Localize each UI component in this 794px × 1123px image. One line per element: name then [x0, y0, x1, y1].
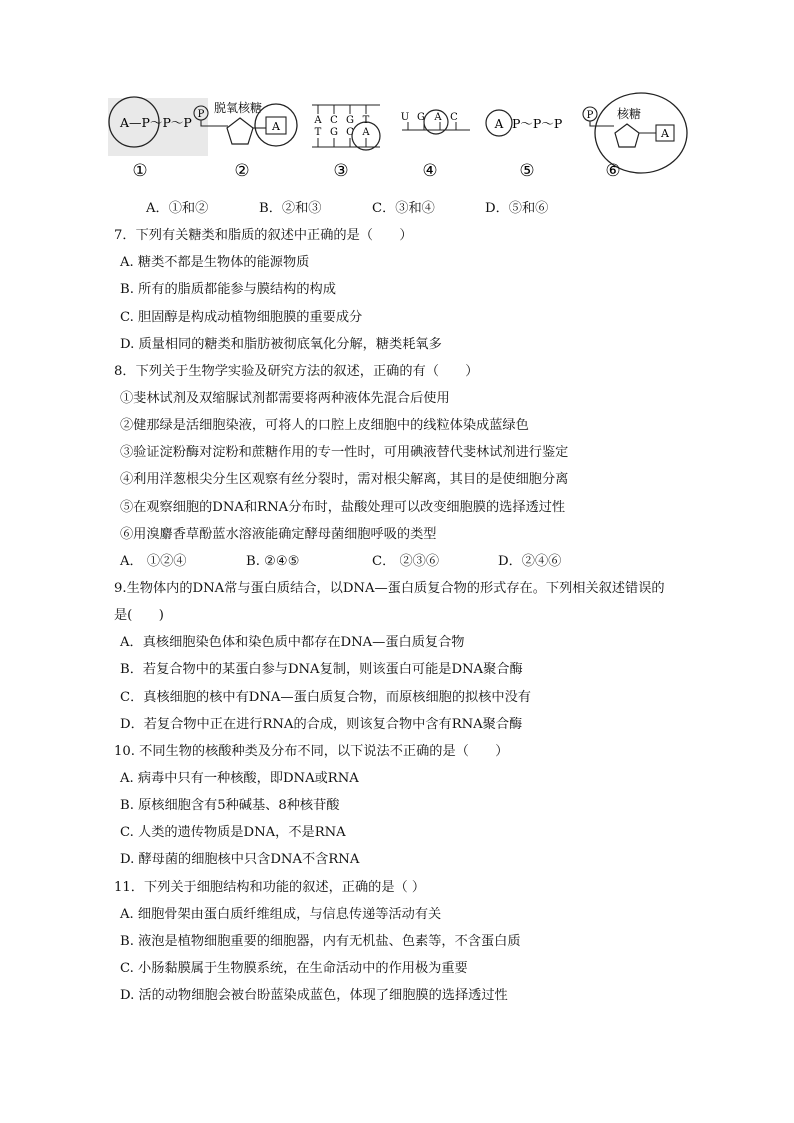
q10-option-b[interactable]: B. 原核细胞含有5种碱基、8种核苷酸	[120, 798, 340, 814]
figure-6-number: ⑥	[605, 161, 621, 181]
q8-option-b[interactable]: B. ②④⑤	[246, 553, 300, 569]
q11-option-c[interactable]: C. 小肠黏膜属于生物膜系统，在生命活动中的作用极为重要	[120, 960, 468, 976]
q8-option-c[interactable]: C． ②③⑥	[372, 553, 440, 569]
figure-1-text: A—P～P～P	[120, 115, 192, 130]
figure-6-sugar-label: 核糖	[617, 107, 642, 121]
q6-option-d[interactable]: D．⑤和⑥	[485, 201, 549, 216]
q9-stem-line-2: 是( )	[114, 608, 164, 624]
figure-4-base: G	[417, 112, 425, 123]
q9-option-c[interactable]: C．真核细胞的核中有DNA—蛋白质复合物，而原核细胞的拟核中没有	[120, 689, 531, 705]
q6-option-a[interactable]: A．①和②	[146, 201, 209, 216]
figure-4-rna-strand	[401, 110, 470, 181]
q10-option-a[interactable]: A. 病毒中只有一种核酸，即DNA或RNA	[120, 770, 359, 786]
figure-4-number: ④	[422, 161, 438, 181]
q6-option-c[interactable]: C．③和④	[372, 201, 435, 216]
q9-option-d[interactable]: D．若复合物中正在进行RNA的合成，则该复合物中含有RNA聚合酶	[120, 716, 523, 732]
q7-stem: 7．下列有关糖类和脂质的叙述中正确的是（ ）	[114, 228, 413, 244]
figure-4-base: C	[450, 112, 458, 123]
q8-item: ①斐林试剂及双缩脲试剂都需要将两种液体先混合后使用	[120, 390, 450, 406]
q7-option-d[interactable]: D. 质量相同的糖类和脂肪被彻底氧化分解，糖类耗氧多	[120, 336, 442, 352]
q7-option-a[interactable]: A. 糖类不都是生物体的能源物质	[120, 255, 310, 271]
figure-1-number: ①	[132, 161, 148, 181]
figure-5-atp	[486, 110, 562, 181]
q7-option-b[interactable]: B. 所有的脂质都能参与膜结构的构成	[120, 282, 336, 298]
q10-stem: 10. 不同生物的核酸种类及分布不同，以下说法不正确的是（ ）	[114, 743, 509, 759]
q8-option-a[interactable]: A． ①②④	[120, 553, 187, 569]
figure-3-bottom-base: A	[362, 127, 370, 138]
figure-3-dna-double-strand	[312, 105, 380, 181]
figure-2-base: A	[272, 120, 280, 133]
figure-3-top-base: T	[362, 115, 370, 126]
figure-3-top-base: A	[314, 115, 322, 126]
figure-2-sugar-label: 脱氧核糖	[214, 101, 263, 115]
q9-option-b[interactable]: B．若复合物中的某蛋白参与DNA复制，则该蛋白可能是DNA聚合酶	[120, 662, 523, 678]
figure-3-bottom-base: T	[314, 127, 322, 138]
figure-3-top-base: C	[330, 115, 338, 126]
q8-option-d[interactable]: D．②④⑥	[498, 553, 562, 569]
figure-3-bottom-base: C	[346, 127, 354, 138]
q9-option-a[interactable]: A．真核细胞染色体和染色质中都存在DNA—蛋白质复合物	[120, 635, 465, 651]
q8-stem: 8．下列关于生物学实验及研究方法的叙述，正确的有（ ）	[114, 363, 479, 379]
nucleotide-structure-figure	[100, 92, 700, 188]
q8-item: ⑤在观察细胞的DNA和RNA分布时，盐酸处理可以改变细胞膜的选择透过性	[120, 499, 566, 515]
figure-6-ribonucleotide	[583, 93, 687, 181]
q6-option-b[interactable]: B．②和③	[259, 201, 322, 216]
q10-option-d[interactable]: D. 酵母菌的细胞核中只含DNA不含RNA	[120, 852, 360, 868]
figure-5-phosphates: P～P～P	[512, 116, 563, 131]
q10-option-c[interactable]: C. 人类的遗传物质是DNA，不是RNA	[120, 825, 346, 841]
figure-6-base: A	[661, 127, 669, 140]
q8-item: ④利用洋葱根尖分生区观察有丝分裂时，需对根尖解离，其目的是使细胞分离	[120, 472, 569, 488]
figure-4-base: A	[434, 112, 442, 123]
q8-options	[114, 548, 714, 575]
figure-5-number: ⑤	[519, 161, 535, 181]
q11-option-b[interactable]: B. 液泡是植物细胞重要的细胞器，内有无机盐、色素等，不含蛋白质	[120, 933, 521, 949]
q7-option-c[interactable]: C. 胆固醇是构成动植物细胞膜的重要成分	[120, 309, 363, 325]
question-text-block	[114, 195, 714, 1009]
q11-stem: 11．下列关于细胞结构和功能的叙述，正确的是（ ）	[114, 879, 426, 895]
figure-3-bottom-base: G	[330, 127, 338, 138]
figure-4-base: U	[400, 112, 410, 123]
q8-item: ③验证淀粉酶对淀粉和蔗糖作用的专一性时，可用碘液替代斐林试剂进行鉴定	[120, 445, 569, 461]
figure-1-atp	[108, 97, 208, 181]
figure-2-deoxynucleotide	[194, 100, 297, 181]
q6-options	[114, 195, 714, 222]
figure-6-phosphate: P	[586, 110, 594, 121]
figure-2-phosphate: P	[197, 109, 205, 120]
q8-item: ②健那绿是活细胞染液，可将人的口腔上皮细胞中的线粒体染成蓝绿色	[120, 418, 529, 434]
figure-2-number: ②	[234, 161, 250, 181]
q8-item: ⑥用溴麝香草酚蓝水溶液能确定酵母菌细胞呼吸的类型	[120, 526, 437, 542]
figure-3-top-base: G	[346, 115, 354, 126]
q11-option-a[interactable]: A. 细胞骨架由蛋白质纤维组成，与信息传递等活动有关	[120, 906, 442, 922]
figure-3-number: ③	[333, 161, 349, 181]
q9-stem-line-1: 9.生物体内的DNA常与蛋白质结合，以DNA—蛋白质复合物的形式存在。下列相关叙述错误的	[114, 580, 665, 596]
figure-5-adenosine: A	[494, 117, 504, 131]
q11-option-d[interactable]: D. 活的动物细胞会被台盼蓝染成蓝色，体现了细胞膜的选择透过性	[120, 988, 508, 1004]
